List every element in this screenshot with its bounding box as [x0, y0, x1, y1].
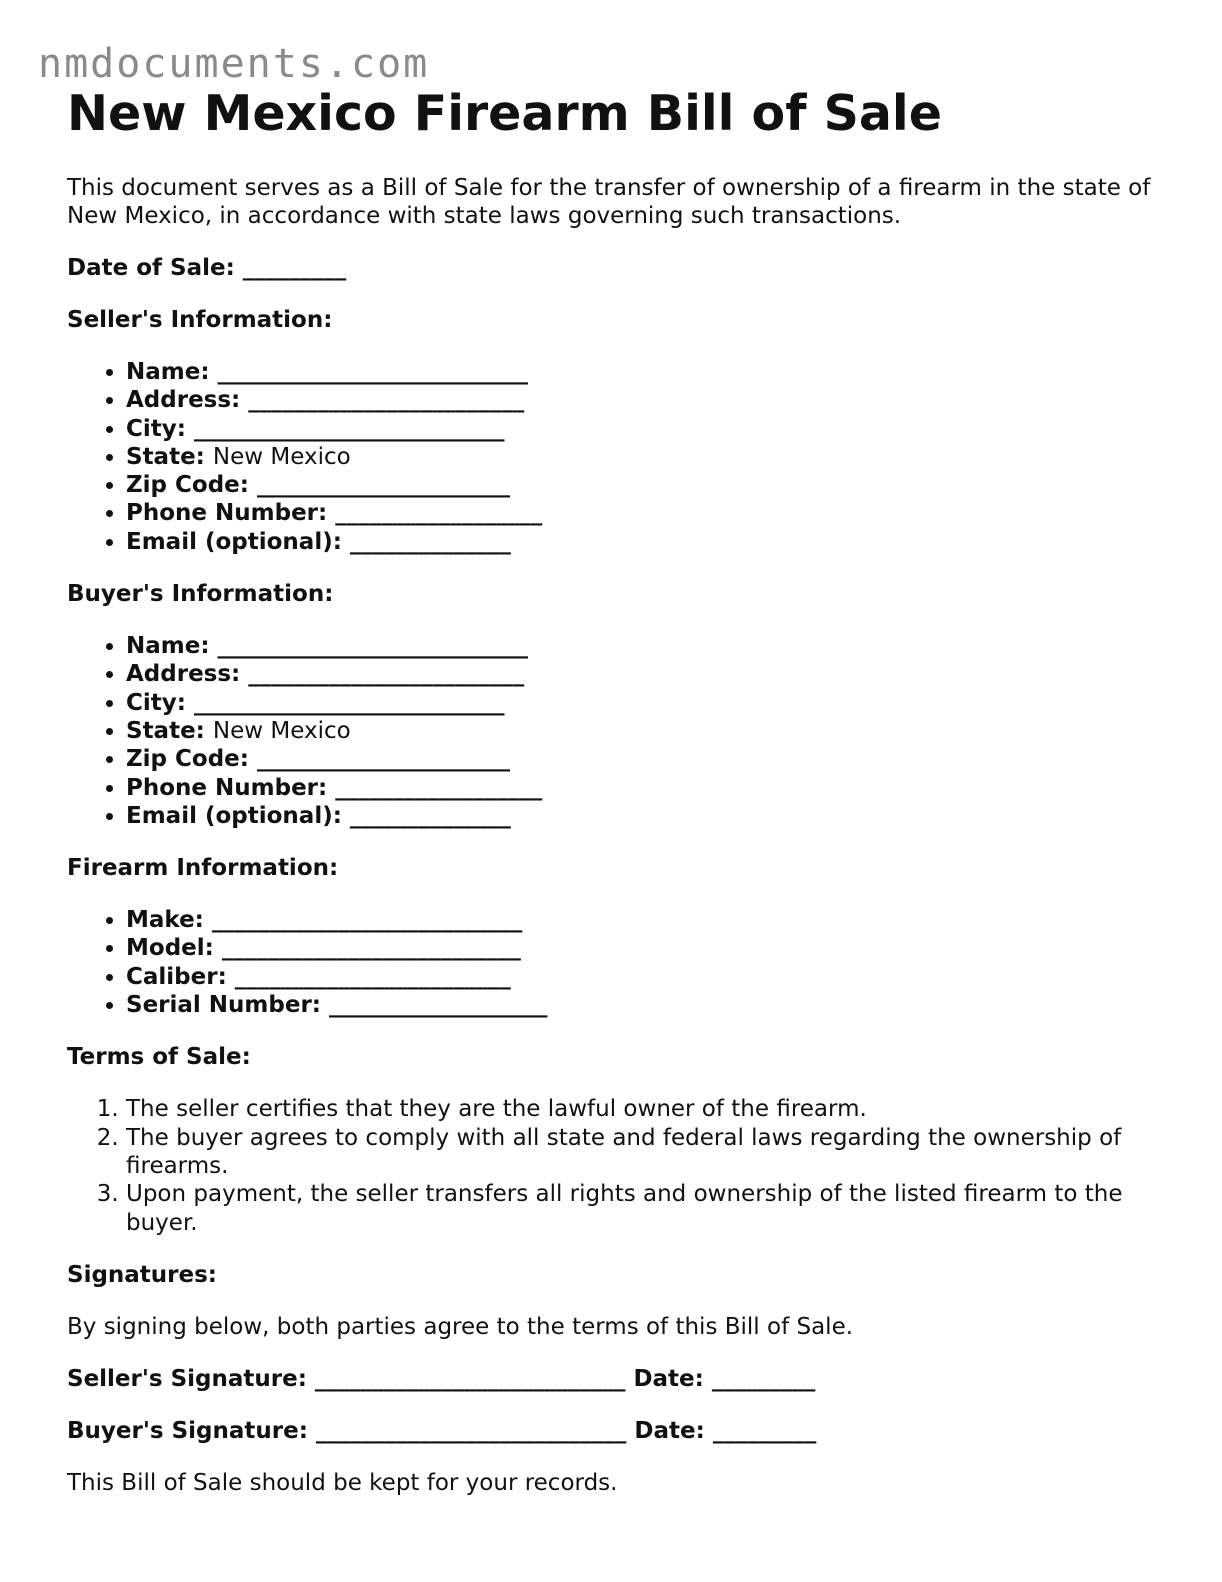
signatures-statement: By signing below, both parties agree to the terms of this Bill of Sale. — [67, 1313, 854, 1340]
seller-info-list — [67, 358, 1177, 556]
buyer-name-field[interactable]: • Name: ___________________________ — [126, 632, 1177, 660]
terms-item: 3. Upon payment, the seller transfers all rights and ownership of the listed firearm to the buyer. — [126, 1180, 1177, 1237]
terms-item: 2. The buyer agrees to comply with all state and federal laws regarding the ownership of firearms. — [126, 1124, 1177, 1181]
document-page — [67, 84, 1177, 1497]
seller-name-field[interactable]: • Name: ___________________________ — [126, 358, 1177, 386]
seller-phone-field[interactable]: • Phone Number: __________________ — [126, 499, 1177, 527]
firearm-caliber-field[interactable]: • Caliber: ________________________ — [126, 963, 1177, 991]
buyer-city-field[interactable]: • City: ___________________________ — [126, 689, 1177, 717]
buyer-email-field[interactable]: • Email (optional): ______________ — [126, 802, 1177, 830]
firearm-model-field[interactable]: • Model: __________________________ — [126, 934, 1177, 962]
seller-email-field[interactable]: • Email (optional): ______________ — [126, 528, 1177, 556]
buyer-state-field: • State: New Mexico — [126, 717, 1177, 745]
intro-paragraph: This document serves as a Bill of Sale for the transfer of ownership of a firearm in the state of New Mexico, in accordance with state laws governing such transactions. — [67, 175, 1151, 229]
seller-address-field[interactable]: • Address: ________________________ — [126, 386, 1177, 414]
buyer-address-field[interactable]: • Address: ________________________ — [126, 660, 1177, 688]
signatures-heading: Signatures: — [67, 1261, 218, 1288]
seller-heading: Seller's Information: — [67, 307, 333, 333]
firearm-heading: Firearm Information: — [67, 855, 339, 882]
terms-heading: Terms of Sale: — [67, 1044, 251, 1071]
seller-state-field: • State: New Mexico — [126, 443, 1177, 471]
buyer-phone-field[interactable]: • Phone Number: __________________ — [126, 774, 1177, 802]
terms-item: 1. The seller certifies that they are the lawful owner of the firearm. — [126, 1095, 1177, 1123]
firearm-info-list — [67, 906, 1177, 1019]
seller-zip-field[interactable]: • Zip Code: ______________________ — [126, 471, 1177, 499]
buyer-signature-line[interactable]: Buyer's Signature: ___________________________ Date: _________ — [67, 1417, 817, 1444]
footer-note: This Bill of Sale should be kept for your records. — [67, 1469, 618, 1496]
buyer-info-list — [67, 632, 1177, 830]
seller-city-field[interactable]: • City: ___________________________ — [126, 415, 1177, 443]
watermark: nmdocuments.com — [38, 41, 430, 87]
seller-signature-line[interactable]: Seller's Signature: ___________________________ Date: _________ — [67, 1365, 816, 1392]
firearm-make-field[interactable]: • Make: ___________________________ — [126, 906, 1177, 934]
buyer-heading: Buyer's Information: — [67, 581, 334, 608]
terms-list — [67, 1095, 1177, 1236]
document-title: New Mexico Firearm Bill of Sale — [67, 85, 942, 142]
date-of-sale-field[interactable]: Date of Sale: _________ — [67, 255, 347, 281]
firearm-serial-field[interactable]: • Serial Number: ___________________ — [126, 991, 1177, 1019]
buyer-zip-field[interactable]: • Zip Code: ______________________ — [126, 745, 1177, 773]
